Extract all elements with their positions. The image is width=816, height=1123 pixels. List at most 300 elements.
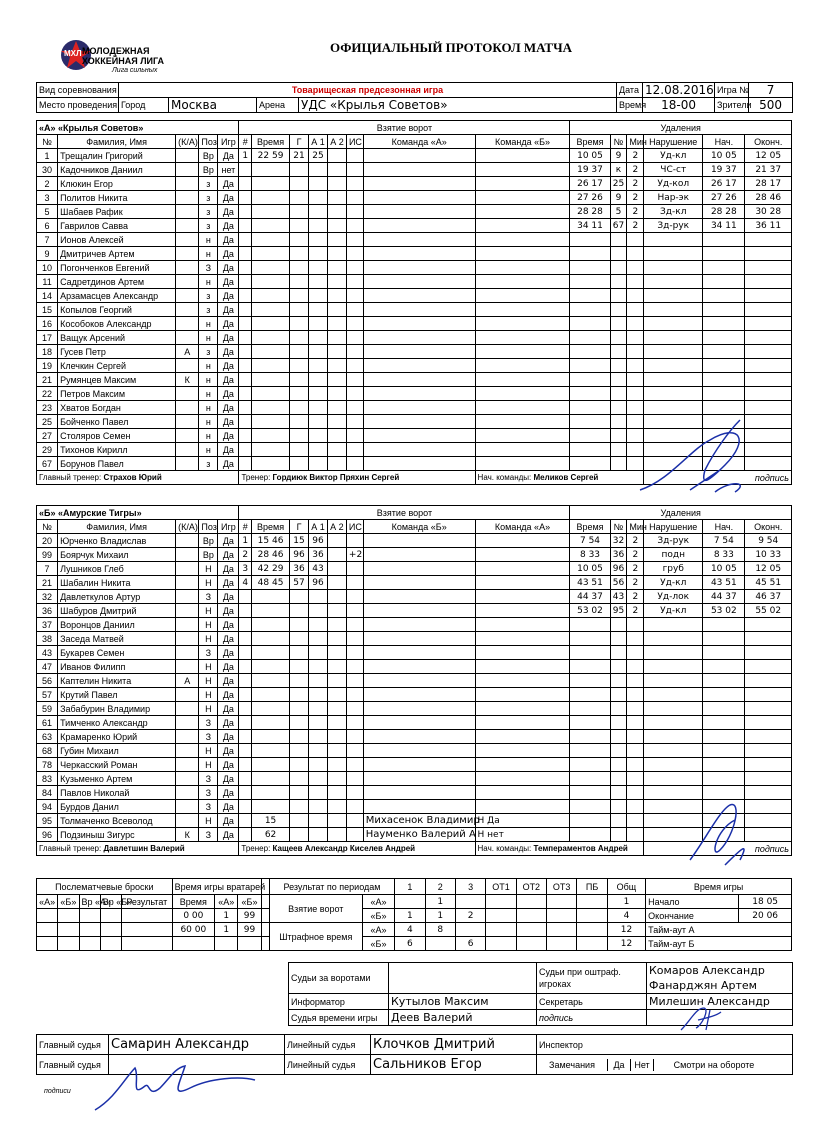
team-b-pen-player xyxy=(610,716,627,730)
team-b-player-pos: Н xyxy=(199,758,218,772)
team-b-pen-sec-val: 54 xyxy=(588,535,601,546)
team-a-player-play: Да xyxy=(218,177,239,191)
team-a-goal-time xyxy=(252,359,290,373)
team-b-goal-scorer: 57 xyxy=(290,576,309,590)
team-b-player-ka xyxy=(176,576,199,590)
team-a-player-ka xyxy=(176,219,199,233)
team-a-pen-player xyxy=(610,345,627,359)
team-a-player-play: Да xyxy=(218,303,239,317)
team-b-goal-assist2 xyxy=(327,688,346,702)
team-a-goal-no xyxy=(239,303,252,317)
team-a-pen-player xyxy=(610,331,627,345)
team-b-goal-no: 3 xyxy=(239,562,252,576)
team-a-goal-scorer xyxy=(290,233,309,247)
match-info-table xyxy=(36,82,793,113)
team-b-player-no: 20 xyxy=(37,534,58,548)
team-b-player-pos: З xyxy=(199,646,218,660)
team-a-team1-cell xyxy=(363,373,475,387)
team-a-pen-min-val: 27 xyxy=(577,192,589,203)
team-b-player-ka xyxy=(176,604,199,618)
team-a-pen-end-min: 30 xyxy=(755,206,767,217)
gk-row1-min: 0 xyxy=(183,910,190,921)
team-b-player-pos: З xyxy=(199,772,218,786)
team-a-col-pos: Поз xyxy=(199,135,218,149)
team-a-pen-player xyxy=(610,275,627,289)
team-b-pen-minutes xyxy=(627,632,644,646)
team-b-goal-scorer: 15 xyxy=(290,534,309,548)
team-b-pen-minutes xyxy=(627,744,644,758)
team-a-player-ka xyxy=(176,247,199,261)
team-a-pen-min-val: 28 xyxy=(577,206,589,217)
team-b-goal-assist1: 36 xyxy=(308,548,327,562)
team-a-pen-time xyxy=(570,247,610,261)
team-a-goal-assist2 xyxy=(327,345,346,359)
team-b-team1-cell xyxy=(363,702,475,716)
team-a-pen-start-sec: 11 xyxy=(725,220,737,231)
team-a-goal-is xyxy=(346,429,363,443)
team-b-pen-time xyxy=(570,618,610,632)
team-b-goal-no xyxy=(239,618,252,632)
team-a-goal-scorer xyxy=(290,359,309,373)
team-a-goal-no xyxy=(239,275,252,289)
team-a-team2-cell xyxy=(475,247,570,261)
team-b-pen-player xyxy=(610,786,627,800)
team-a-col-assist2: А 2 xyxy=(327,135,346,149)
team-b-pen-start-min: 43 xyxy=(710,577,723,588)
row-a-label: «А» xyxy=(362,923,394,937)
team-b-col-assist2: А 2 xyxy=(327,520,346,534)
team-a-pen-reason xyxy=(644,275,703,289)
team-b-pen-player: 56 xyxy=(610,576,627,590)
team-a-goal-scorer xyxy=(290,401,309,415)
team-a-player-name: Петров Максим xyxy=(58,387,176,401)
team-a-pen-start-sec: 28 xyxy=(725,206,737,217)
team-b-goal-no xyxy=(239,646,252,660)
team-b-player-pos: Н xyxy=(199,576,218,590)
team-a-player-no: 7 xyxy=(37,233,58,247)
team-b-pen-player: 95 xyxy=(610,604,627,618)
team-a-pen-start xyxy=(703,219,745,233)
team-a-player-ka xyxy=(176,317,199,331)
team-a-goal-no xyxy=(239,443,252,457)
team-b-pen-time xyxy=(570,576,610,590)
team-a-goal-assist1 xyxy=(309,261,328,275)
team-b-row xyxy=(37,674,792,688)
team-b-player-no: 59 xyxy=(37,702,58,716)
team-b-goal-time xyxy=(252,674,290,688)
team-b-goal-min: 15 xyxy=(257,535,270,546)
team-b-pen-time xyxy=(570,632,610,646)
start-value: 18 05 xyxy=(739,895,792,909)
team-b-pen-player xyxy=(610,814,627,828)
team-b-goal-scorer xyxy=(290,772,309,786)
team-a-player-ka xyxy=(176,163,199,177)
team-b-player-play: Да xyxy=(218,646,239,660)
team-b-pen-reason xyxy=(644,674,703,688)
team-b-goal-scorer xyxy=(290,716,309,730)
team-a-pen-start-min: 19 xyxy=(710,164,723,175)
team-b-goal-assist2 xyxy=(327,562,346,576)
team-a-goal-is xyxy=(346,191,363,205)
team-b-player-pos: Вр xyxy=(199,548,218,562)
team-b-goal-scorer xyxy=(290,744,309,758)
team-b-player-play: Да xyxy=(218,632,239,646)
team-a-pen-reason: Зд-рук xyxy=(644,219,703,233)
league-tagline: Лига сильных xyxy=(112,67,158,74)
competition-value: Товарищеская предсезонная игра xyxy=(119,83,617,98)
team-a-col-pen-no: № xyxy=(610,135,627,149)
team-b-goal-assist2 xyxy=(327,674,346,688)
remarks-label: Замечания xyxy=(537,1059,608,1071)
team-b-pen-start xyxy=(703,590,745,604)
team-a-goal-assist2 xyxy=(327,373,346,387)
team-b-pen-reason xyxy=(644,702,703,716)
team-a-goal-scorer xyxy=(290,345,309,359)
team-a-player-no: 19 xyxy=(37,359,58,373)
team-a-player-ka xyxy=(176,331,199,345)
team-b-pen-end xyxy=(745,730,792,744)
team-a-team2-cell xyxy=(475,177,570,191)
team-a-player-ka: А xyxy=(176,345,199,359)
team-a-team1-cell xyxy=(363,163,475,177)
end-value: 20 06 xyxy=(739,909,792,923)
team-a-goal-time xyxy=(252,457,290,471)
period-col-3: 3 xyxy=(455,879,485,895)
team-a-player-pos: з xyxy=(199,303,218,317)
team-a-player-play: Да xyxy=(218,205,239,219)
team-b-team1-cell xyxy=(363,772,475,786)
team-a-pen-start xyxy=(703,177,745,191)
team-b-col-pen-min: Мин xyxy=(627,520,644,534)
team-b-goal-is xyxy=(346,730,363,744)
team-b-player-play: Да xyxy=(218,800,239,814)
team-a-player-play: Да xyxy=(218,275,239,289)
team-b-team2-cell xyxy=(475,618,570,632)
game-no-value: 7 xyxy=(749,83,793,98)
team-a-pen-time xyxy=(570,205,610,219)
coach-a-signature xyxy=(630,410,770,500)
team-b-pen-end-min: 10 xyxy=(755,549,767,560)
team-b-player-pos: Вр xyxy=(199,534,218,548)
team-a-chief xyxy=(475,471,644,485)
team-b-goal-time xyxy=(252,730,290,744)
team-a-goal-is xyxy=(346,415,363,429)
team-a-goal-no xyxy=(239,373,252,387)
team-b-goal-scorer xyxy=(290,800,309,814)
team-b-goal-no xyxy=(239,604,252,618)
team-b-player-name: Тимченко Александр xyxy=(58,716,176,730)
team-b-goal-assist2 xyxy=(327,716,346,730)
team-b-pen-start xyxy=(703,730,745,744)
team-b-goal-is xyxy=(346,618,363,632)
team-b-pen-reason xyxy=(644,618,703,632)
team-b-col-is: ИС xyxy=(346,520,363,534)
team-b-team1-cell xyxy=(363,618,475,632)
team-a-col-pen-time: Время xyxy=(570,135,610,149)
team-b-goal-scorer xyxy=(290,674,309,688)
team-a-goal-no xyxy=(239,261,252,275)
team-b-team1-cell xyxy=(363,548,475,562)
team-a-player-no: 1 xyxy=(37,149,58,163)
team-b-pen-minutes: 2 xyxy=(627,562,644,576)
team-b-goal-assist2 xyxy=(327,730,346,744)
team-b-goal-assist2 xyxy=(327,534,346,548)
gk-time-label: Время игры вратарей xyxy=(172,879,261,895)
team-a-pen-player: 67 xyxy=(610,219,627,233)
team-b-goal-time xyxy=(252,800,290,814)
team-b-player-pos: З xyxy=(199,800,218,814)
team-b-goal-no xyxy=(239,814,252,828)
team-a-goal-is xyxy=(346,373,363,387)
team-b-goals-header: Взятие ворот xyxy=(239,506,570,520)
team-b-pen-end xyxy=(745,618,792,632)
team-b-team2-cell xyxy=(475,590,570,604)
timekeeper-label: Судья времени игры xyxy=(289,1010,389,1026)
team-a-pen-player xyxy=(610,359,627,373)
team-b-player-pos: Н xyxy=(199,814,218,828)
team-b-pen-end xyxy=(745,744,792,758)
team-a-pen-start xyxy=(703,317,745,331)
team-b-pen-reason: Уд-кл xyxy=(644,576,703,590)
team-a-col-goal-time: Время xyxy=(252,135,290,149)
team-b-pen-time xyxy=(570,772,610,786)
team-b-pen-sec-val: 33 xyxy=(588,549,601,560)
team-a-goal-no xyxy=(239,429,252,443)
team-b-pen-start xyxy=(703,744,745,758)
team-b-goal-no xyxy=(239,702,252,716)
team-b-goal-time xyxy=(252,716,290,730)
team-b-sign-label: подпись xyxy=(644,842,792,856)
linesman-label: Линейный судья xyxy=(285,1035,371,1055)
team-b-player-pos: Н xyxy=(199,674,218,688)
team-a-goal-scorer xyxy=(290,443,309,457)
team-a-pen-end xyxy=(745,345,792,359)
team-a-head-coach xyxy=(37,471,239,485)
team-a-team1-cell xyxy=(363,457,475,471)
team-a-player-name: Клечкин Сергей xyxy=(58,359,176,373)
team-a-pen-end xyxy=(745,303,792,317)
team-b-pen-end xyxy=(745,758,792,772)
team-b-col-goal-time: Время xyxy=(252,520,290,534)
team-b-goal-is xyxy=(346,590,363,604)
team-b-penalties-header: Удаления xyxy=(570,506,792,520)
team-a-goal-assist2 xyxy=(327,401,346,415)
team-b-player-play: Да xyxy=(218,534,239,548)
team-b-goal-assist2 xyxy=(327,758,346,772)
team-a-row xyxy=(37,177,792,191)
team-b-team1-cell xyxy=(363,646,475,660)
team-a-player-pos: н xyxy=(199,317,218,331)
team-b-goal-assist1 xyxy=(308,786,327,800)
team-b-pen-start-sec: 05 xyxy=(725,563,737,574)
team-b-pen-start-sec: 02 xyxy=(725,605,737,616)
team-b-pen-reason xyxy=(644,716,703,730)
team-a-pen-time xyxy=(570,303,610,317)
team-a-pen-player xyxy=(610,415,627,429)
team-a-pen-end xyxy=(745,387,792,401)
gk-row1-a: 1 xyxy=(215,909,238,923)
team-b-pen-end xyxy=(745,562,792,576)
team-a-pen-player xyxy=(610,261,627,275)
team-b-team1-cell xyxy=(363,744,475,758)
team-a-player-ka xyxy=(176,429,199,443)
team-b-player-play: Да xyxy=(218,604,239,618)
team-b-pen-time xyxy=(570,534,610,548)
team-b-row xyxy=(37,786,792,800)
team-a-player-name: Румянцев Максим xyxy=(58,373,176,387)
team-a-player-pos: з xyxy=(199,191,218,205)
team-a-pen-reason: Зд-кл xyxy=(644,205,703,219)
team-a-goal-assist1 xyxy=(309,387,328,401)
team-a-row xyxy=(37,359,792,373)
team-b-team2-cell xyxy=(475,772,570,786)
period-col-ot2: ОТ2 xyxy=(516,879,546,895)
team-a-player-pos: н xyxy=(199,359,218,373)
team-a-team1-cell xyxy=(363,359,475,373)
team-a-head-coach-label: Главный тренер: xyxy=(39,472,102,482)
team-b-goal-time xyxy=(252,660,290,674)
team-b-goal-scorer xyxy=(290,632,309,646)
team-b-goal-no xyxy=(239,786,252,800)
page-title: ОФИЦИАЛЬНЫЙ ПРОТОКОЛ МАТЧА xyxy=(330,40,572,55)
team-a-pen-end-min: 21 xyxy=(755,164,767,175)
team-b-pen-reason xyxy=(644,758,703,772)
team-b-goal-min: 28 xyxy=(257,549,270,560)
team-b-player-pos: З xyxy=(199,590,218,604)
goals-a-p2: 1 xyxy=(425,895,455,909)
team-b-player-pos: Н xyxy=(199,604,218,618)
team-a-goal-is xyxy=(346,387,363,401)
team-b-tag: «Б» xyxy=(39,507,56,518)
team-b-pen-player xyxy=(610,702,627,716)
team-a-player-play: Да xyxy=(218,149,239,163)
goals-a-p3 xyxy=(455,895,485,909)
team-a-goal-scorer xyxy=(290,177,309,191)
team-b-pen-minutes xyxy=(627,646,644,660)
goals-b-p2: 1 xyxy=(425,909,455,923)
team-a-goal-scorer xyxy=(290,205,309,219)
team-a-pen-time xyxy=(570,429,610,443)
team-b-pen-sec-val: 05 xyxy=(591,563,603,574)
team-a-player-name: Хватов Богдан xyxy=(58,401,176,415)
team-b-team1-cell xyxy=(363,534,475,548)
team-a-pen-minutes: 2 xyxy=(627,163,644,177)
team-a-col-pen-start: Нач. xyxy=(703,135,745,149)
team-b-player-name: Забабурин Владимир xyxy=(58,702,176,716)
team-a-chief-value: Меликов Сергей xyxy=(533,472,599,482)
team-b-col-pen-no: № xyxy=(610,520,627,534)
team-a-goal-time xyxy=(252,233,290,247)
team-b-team2-cell xyxy=(475,534,570,548)
goals-b-total: 4 xyxy=(607,909,645,923)
goal-judges-label: Судьи за воротами xyxy=(289,963,389,994)
team-a-player-no: 2 xyxy=(37,177,58,191)
team-b-player-play: Да xyxy=(218,674,239,688)
team-b-player-name: Букарев Семен xyxy=(58,646,176,660)
team-b-player-play: Да xyxy=(218,548,239,562)
team-b-player-no: 21 xyxy=(37,576,58,590)
league-name-2: ХОККЕЙНАЯ ЛИГА xyxy=(82,56,165,66)
team-a-goal-scorer xyxy=(290,317,309,331)
pim-a-p3 xyxy=(455,923,485,937)
team-b-row xyxy=(37,562,792,576)
team-a-goal-is xyxy=(346,457,363,471)
team-a-pen-minutes xyxy=(627,261,644,275)
team-a-pen-time xyxy=(570,275,610,289)
team-a-goal-no xyxy=(239,345,252,359)
team-b-row xyxy=(37,590,792,604)
team-b-team2-cell xyxy=(475,702,570,716)
team-b-goal-scorer xyxy=(290,646,309,660)
team-b-row xyxy=(37,660,792,674)
team-b-player-play: Да xyxy=(218,562,239,576)
team-a-player-name: Погонченков Евгений xyxy=(58,261,176,275)
period-col-pb: ПБ xyxy=(577,879,607,895)
team-b-col-name: Фамилия, Имя xyxy=(58,520,176,534)
team-b-player-ka xyxy=(176,618,199,632)
team-a-row xyxy=(37,261,792,275)
team-a-team1-cell xyxy=(363,317,475,331)
team-b-pen-start xyxy=(703,674,745,688)
competition-label: Вид соревнования xyxy=(37,83,119,98)
team-b-pen-start xyxy=(703,758,745,772)
team-b-goal-is xyxy=(346,674,363,688)
team-b-pen-start xyxy=(703,646,745,660)
team-b-goal-no xyxy=(239,758,252,772)
team-a-goal-sec: 59 xyxy=(271,150,284,161)
team-b-goal-is: +2 xyxy=(346,548,363,562)
team-a-team2-cell xyxy=(475,401,570,415)
team-b-pen-minutes xyxy=(627,674,644,688)
team-a-player-play: Да xyxy=(218,219,239,233)
team-b-player-play: Да xyxy=(218,744,239,758)
team-b-pen-player: 36 xyxy=(610,548,627,562)
team-b-goal-is xyxy=(346,534,363,548)
team-a-pen-player: 9 xyxy=(610,191,627,205)
team-a-player-no: 15 xyxy=(37,303,58,317)
arena-value: УДС «Крылья Советов» xyxy=(299,98,617,113)
team-b-goal-no xyxy=(239,688,252,702)
team-b-extra-player-name: Науменко Валерий А xyxy=(363,828,475,842)
team-a-team2-cell xyxy=(475,219,570,233)
team-b-player-play: Да xyxy=(218,730,239,744)
team-b-goal-no: 2 xyxy=(239,548,252,562)
team-b-team2-cell xyxy=(475,674,570,688)
team-b-row xyxy=(37,744,792,758)
team-b-goal-time xyxy=(252,548,290,562)
team-b-pen-start-min: 8 xyxy=(713,549,720,560)
team-b-table xyxy=(36,505,792,856)
team-a-goal-time xyxy=(252,317,290,331)
team-a-team1-cell xyxy=(363,149,475,163)
period-col-ot1: ОТ1 xyxy=(486,879,516,895)
team-a-goal-time xyxy=(252,275,290,289)
team-a-pen-end-sec: 11 xyxy=(769,220,782,231)
team-b-pen-player xyxy=(610,800,627,814)
team-a-row xyxy=(37,373,792,387)
team-b-pen-reason xyxy=(644,632,703,646)
team-b-goal-time xyxy=(252,646,290,660)
team-a-row xyxy=(37,289,792,303)
team-a-team2-cell xyxy=(475,443,570,457)
team-a-pen-player: 5 xyxy=(610,205,627,219)
team-a-coach xyxy=(239,471,475,485)
team-a-team2-cell xyxy=(475,261,570,275)
team-a-pen-end xyxy=(745,289,792,303)
team-a-player-pos: З xyxy=(199,261,218,275)
team-a-goal-is xyxy=(346,443,363,457)
team-b-goal-assist2 xyxy=(327,604,346,618)
